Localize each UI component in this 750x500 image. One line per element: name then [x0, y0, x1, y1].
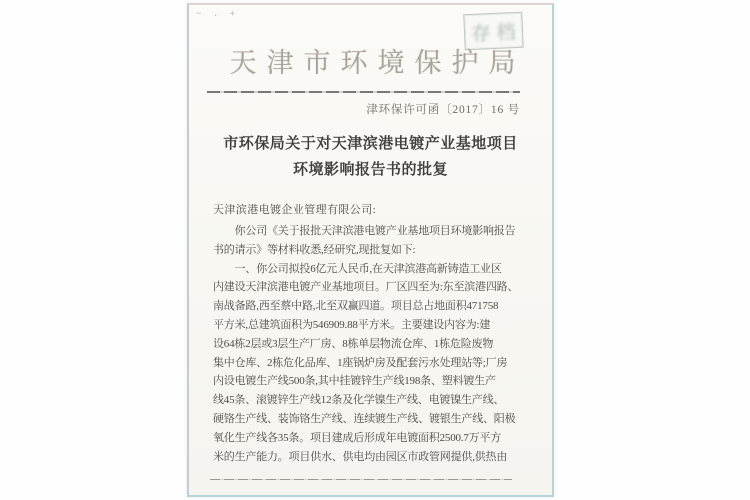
- body-line: 平方米,总建筑面积为546909.88平方米。主要建设内容为:建: [213, 318, 491, 331]
- footer-divider: [210, 479, 512, 480]
- body-line: 氧化生产线各35条。项目建成后形成年电镀面积2500.7万平方: [213, 431, 502, 444]
- document-number: 津环保许可函〔2017〕16 号: [366, 104, 520, 116]
- document-title-line-1: 市环保局关于对天津滨港电镀产业基地项目: [223, 136, 518, 152]
- body-line: 设64栋2层或3层生产厂房、8栋单层物流仓库、1栋危险废物: [213, 337, 494, 350]
- body-line: 线45条、滚镀锌生产线12条及化学镍生产线、电镀镍生产线、: [213, 394, 505, 407]
- body-line: 书的请示》等材料收悉,经研究,现批复如下:: [213, 243, 416, 256]
- archive-stamp-text: 存档: [471, 21, 523, 45]
- letterhead-divider: [207, 91, 520, 93]
- body-text: [213, 222, 518, 466]
- body-line: 硬铬生产线、装饰铬生产线、连续镀生产线、镀银生产线、阳极: [213, 412, 516, 425]
- document-page: [187, 3, 554, 497]
- body-line: 内设电镀生产线500条,其中挂镀锌生产线198条、塑料镀生产: [213, 375, 496, 388]
- body-line: 内建设天津滨港电镀产业基地项目。厂区四至为:东至滨港四路、: [213, 281, 519, 294]
- body-line: 米的生产能力。项目供水、供电均由园区市政管网提供,供热由: [213, 450, 508, 463]
- document-title-line-2: 环境影响报告书的批复: [292, 162, 448, 178]
- body-line: 南战备路,西至蔡中路,北至双赢四道。项目总占地面积471758: [213, 300, 499, 313]
- body-line: 集中仓库、2栋危化品库、1座锅炉房及配套污水处理站等;厂房: [213, 356, 508, 369]
- salutation: 天津滨港电镀企业管理有限公司:: [213, 204, 377, 216]
- scan-corner-marks: ~ . +: [196, 9, 239, 19]
- body-line: 一、你公司拟投6亿元人民币,在天津滨港高新铸造工业区: [213, 262, 502, 275]
- agency-letterhead: 天津市环境保护局: [229, 48, 526, 78]
- document-title: [199, 131, 542, 183]
- body-line: 你公司《关于报批天津滨港电镀产业基地项目环境影响报告: [213, 225, 516, 237]
